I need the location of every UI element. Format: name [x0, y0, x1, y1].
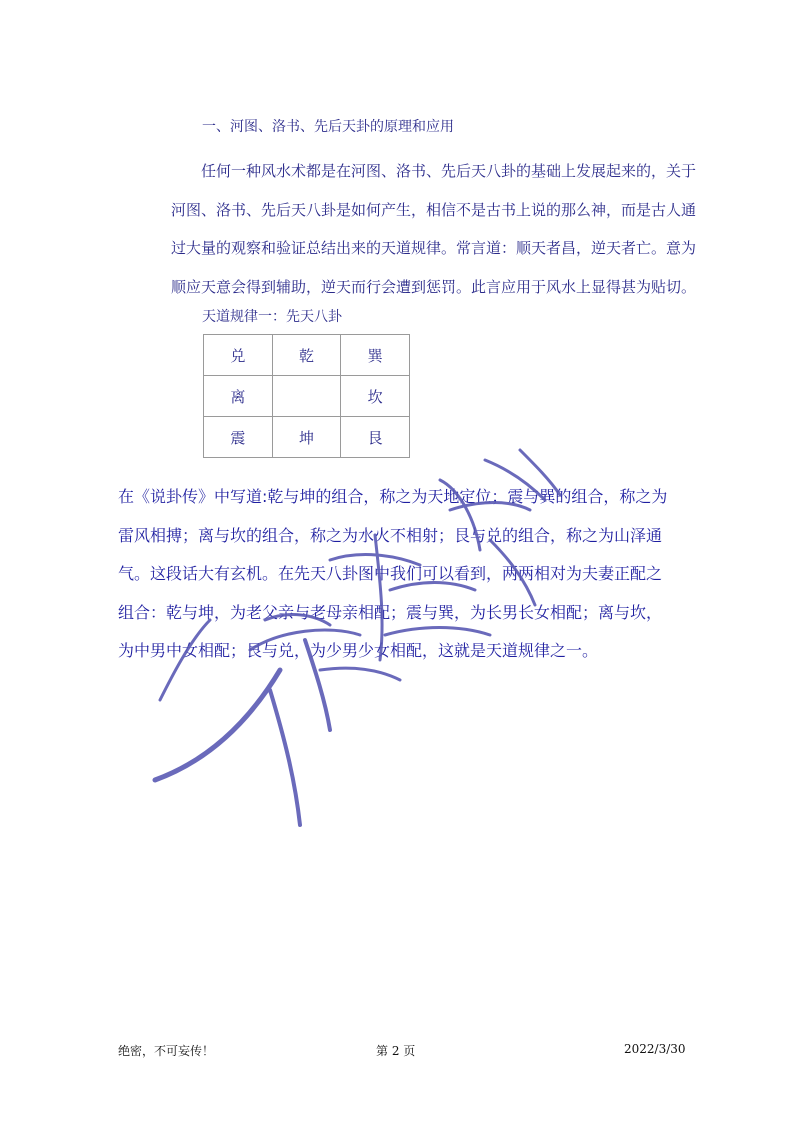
- footer-page-number: 第 2 页: [376, 1044, 416, 1058]
- watermark-stroke: [390, 583, 475, 591]
- watermark-stroke: [155, 670, 280, 780]
- watermark-stroke: [265, 615, 330, 625]
- paragraph-line: 组合：乾与坤，为老父亲与老母亲相配；震与巽，为长男长女相配；离与坎，: [118, 602, 663, 622]
- table-row: [204, 335, 410, 376]
- paragraph-line: 过大量的观察和验证总结出来的天道规律。常言道：顺天者昌，逆天者亡。意为: [171, 239, 697, 257]
- footer-date: 2022/3/30: [624, 1042, 686, 1056]
- table-cell: 震: [204, 417, 273, 458]
- watermark-stroke: [375, 535, 382, 660]
- table-cell: 乾: [272, 335, 341, 376]
- table-row: [204, 376, 410, 417]
- table-cell: 兑: [204, 335, 273, 376]
- table-cell: 离: [204, 376, 273, 417]
- table-cell: [272, 376, 341, 417]
- watermark-calligraphy: [130, 440, 580, 860]
- paragraph-line: 为中男中女相配；艮与兑，为少男少女相配，这就是天道规律之一。: [118, 641, 599, 660]
- table-cell: 坎: [341, 376, 410, 417]
- paragraph-line: 河图、洛书、先后天八卦是如何产生，相信不是古书上说的那么神，而是古人通: [171, 200, 697, 219]
- section-heading: 一、河图、洛书、先后天卦的原理和应用: [202, 119, 454, 135]
- watermark-stroke: [490, 540, 535, 605]
- paragraph-line: 在《说卦传》中写道:乾与坤的组合，称之为天地定位；震与巽的组合，称之为: [118, 487, 668, 506]
- watermark-stroke: [305, 640, 330, 730]
- paragraph-line: 顺应天意会得到辅助，逆天而行会遭到惩罚。此言应用于风水上显得甚为贴切。: [171, 277, 697, 296]
- footer-confidential: 绝密，不可妄传！: [118, 1044, 215, 1058]
- paragraph-line: 雷风相搏；离与坎的组合，称之为水火不相射；艮与兑的组合，称之为山泽通: [118, 525, 663, 545]
- intro-paragraph: [171, 152, 696, 306]
- watermark-stroke: [160, 620, 210, 700]
- watermark-stroke: [320, 668, 400, 680]
- table-cell: 艮: [341, 417, 410, 458]
- watermark-stroke: [440, 480, 480, 550]
- watermark-stroke: [330, 555, 420, 565]
- watermark-stroke: [270, 690, 300, 825]
- table-cell: 巽: [341, 335, 410, 376]
- table-caption: 天道规律一：先天八卦: [202, 309, 342, 325]
- watermark-stroke: [520, 450, 560, 495]
- paragraph-line: 任何一种风水术都是在河图、洛书、先后天八卦的基础上发展起来的，关于: [201, 162, 697, 180]
- table-cell: 坤: [272, 417, 341, 458]
- watermark-stroke: [385, 628, 490, 636]
- paragraph-line: 气。这段话大有玄机。在先天八卦图中我们可以看到，两两相对为夫妻正配之: [118, 564, 663, 583]
